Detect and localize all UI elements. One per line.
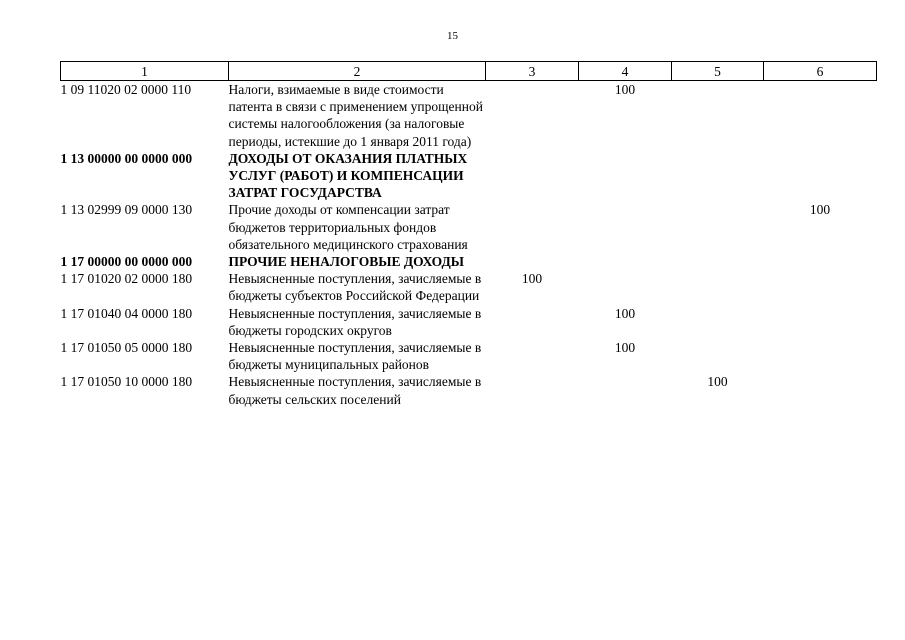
percent-cell-col4 (579, 150, 672, 202)
percent-cell-col6 (764, 150, 877, 202)
budget-classification-table (60, 61, 877, 408)
table-row (61, 150, 877, 202)
table-row (61, 201, 877, 253)
column-header-3: 3 (486, 62, 579, 81)
percent-cell-col4 (579, 270, 672, 304)
page-number: 15 (447, 30, 458, 42)
budget-code-cell: 1 13 00000 00 0000 000 (60, 150, 193, 166)
percent-cell-col3 (486, 81, 579, 150)
percent-cell-col3 (486, 150, 579, 202)
percent-cell-col5 (672, 270, 764, 304)
budget-code-cell: 1 17 00000 00 0000 000 (60, 254, 193, 270)
percent-cell-col4: 100 (614, 305, 636, 321)
percent-cell-col4: 100 (614, 340, 636, 356)
budget-code-cell: 1 13 02999 09 0000 130 (60, 202, 193, 218)
percent-cell-col5: 100 (707, 374, 728, 390)
table-row (61, 339, 877, 373)
table-row (61, 253, 877, 270)
percent-cell-col4: 100 (614, 82, 636, 97)
budget-code-cell: 1 17 01040 04 0000 180 (60, 305, 193, 321)
percent-cell-col3 (486, 373, 579, 407)
percent-cell-col3: 100 (521, 271, 543, 287)
table-row (61, 81, 877, 150)
percent-cell-col6 (764, 81, 877, 150)
budget-code-cell: 1 17 01020 02 0000 180 (60, 271, 193, 287)
percent-cell-col4 (579, 201, 672, 253)
column-header-6: 6 (764, 62, 877, 81)
percent-cell-col5 (672, 305, 764, 339)
column-header-4: 4 (579, 62, 672, 81)
income-name-cell: ДОХОДЫ ОТ ОКАЗАНИЯ ПЛАТНЫХ УСЛУГ (РАБОТ) И КОМПЕНСАЦИИ ЗАТРАТ ГОСУДАРСТВА (228, 150, 468, 201)
column-header-2: 2 (229, 62, 486, 81)
percent-cell-col6 (764, 373, 877, 407)
income-name-cell: Налоги, взимаемые в виде стоимости патента в связи с применением упрощенной системы налогообложения (за налоговые периоды, истекшие до 1 января 2011 года) (228, 82, 483, 149)
income-name-cell: Невыясненные поступления, зачисляемые в бюджеты муниципальных районов (228, 340, 482, 373)
table-header (61, 62, 877, 81)
percent-cell-col3 (486, 305, 579, 339)
percent-cell-col3 (486, 339, 579, 373)
table-row (61, 373, 877, 407)
budget-code-cell: 1 17 01050 10 0000 180 (60, 374, 193, 390)
percent-cell-col5 (672, 81, 764, 150)
income-name-cell: ПРОЧИЕ НЕНАЛОГОВЫЕ ДОХОДЫ (228, 254, 464, 270)
percent-cell-col6 (764, 305, 877, 339)
income-name-cell: Невыясненные поступления, зачисляемые в бюджеты городских округов (228, 305, 482, 338)
percent-cell-col5 (672, 201, 764, 253)
table-row (61, 270, 877, 304)
income-name-cell: Невыясненные поступления, зачисляемые в бюджеты сельских поселений (228, 374, 482, 407)
table-row (61, 305, 877, 339)
income-name-cell: Невыясненные поступления, зачисляемые в бюджеты субъектов Российской Федерации (228, 271, 482, 304)
income-name-cell: Прочие доходы от компенсации затрат бюджетов территориальных фондов обязательного медицинского страхования (228, 202, 468, 252)
table-body (61, 81, 877, 408)
header-row (61, 62, 877, 81)
column-header-1: 1 (61, 62, 229, 81)
percent-cell-col4 (579, 373, 672, 407)
percent-cell-col3 (486, 253, 579, 270)
percent-cell-col5 (672, 339, 764, 373)
percent-cell-col6: 100 (809, 202, 831, 218)
percent-cell-col6 (764, 270, 877, 304)
percent-cell-col4 (579, 253, 672, 270)
percent-cell-col5 (672, 150, 764, 202)
percent-cell-col6 (764, 339, 877, 373)
percent-cell-col3 (486, 201, 579, 253)
budget-code-cell: 1 17 01050 05 0000 180 (60, 340, 193, 356)
column-header-5: 5 (672, 62, 764, 81)
budget-code-cell: 1 09 11020 02 0000 110 (60, 82, 192, 97)
percent-cell-col6 (764, 253, 877, 270)
percent-cell-col5 (672, 253, 764, 270)
